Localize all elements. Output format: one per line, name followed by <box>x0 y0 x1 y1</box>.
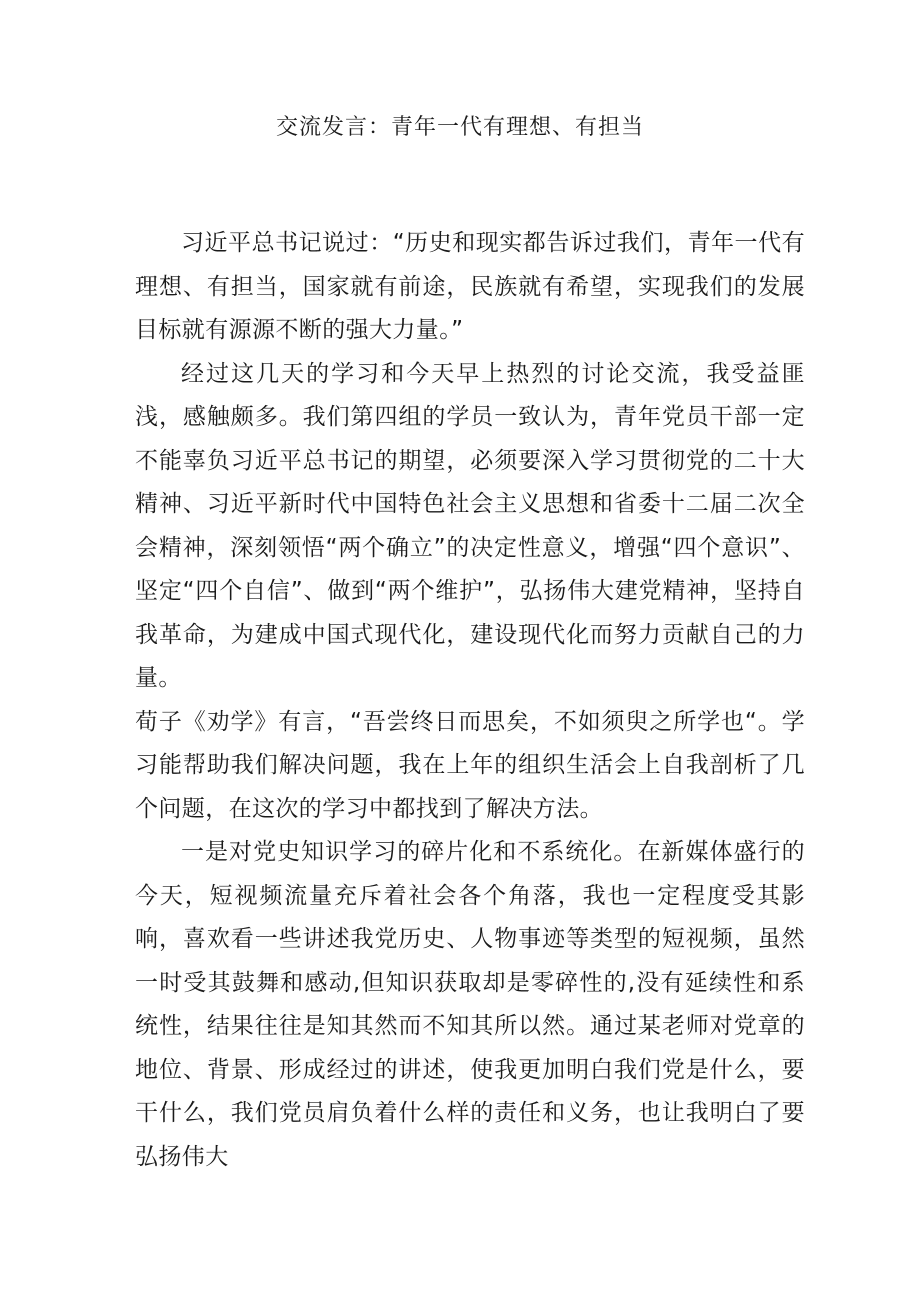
document-title: 交流发言：青年一代有理想、有担当 <box>275 115 644 140</box>
paragraph-point-one: 一是对党史知识学习的碎片化和不系统化。在新媒体盛行的今天，短视频流量充斥着社会各个角落，我也一定程度受其影响，喜欢看一些讲述我党历史、人物事迹等类型的短视频，虽然一时受其鼓舞和感动,但知识获取却是零碎性的,没有延续性和系统性，结果往往是知其然而不知其所以然。通过某老师对党章的地位、背景、形成经过的讲述，使我更加明白我们党是什么，要干什么，我们党员肩负着什么样的责任和义务，也让我明白了要弘扬伟大 <box>135 839 805 1170</box>
paragraph-quote: 习近平总书记说过：“历史和现实都告诉过我们，青年一代有理想、有担当，国家就有前途，民族就有希望，实现我们的发展目标就有源源不断的强大力量。” <box>135 230 805 343</box>
paragraph-xunzi-quote: 荀子《劝学》有言，“吾尝终日而思矣，不如须臾之所学也“。学习能帮助我们解决问题，我在上年的组织生活会上自我剖析了几个问题，在这次的学习中都找到了解决方法。 <box>135 708 805 822</box>
paragraph-study-reflection: 经过这几天的学习和今天早上热烈的讨论交流，我受益匪浅，感触颇多。我们第四组的学员一致认为，青年党员干部一定不能辜负习近平总书记的期望，必须要深入学习贯彻党的二十大精神、习近平新时代中国特色社会主义思想和省委十二届二次全会精神，深刻领悟“两个确立”的决定性意义，增强“四个意识”、坚定“四个自信”、做到“两个维护”，弘扬伟大建党精神，坚持自我革命，为建成中国式现代化，建设现代化而努力贡献自己的力量。 <box>135 360 805 691</box>
document-body <box>135 222 805 1179</box>
